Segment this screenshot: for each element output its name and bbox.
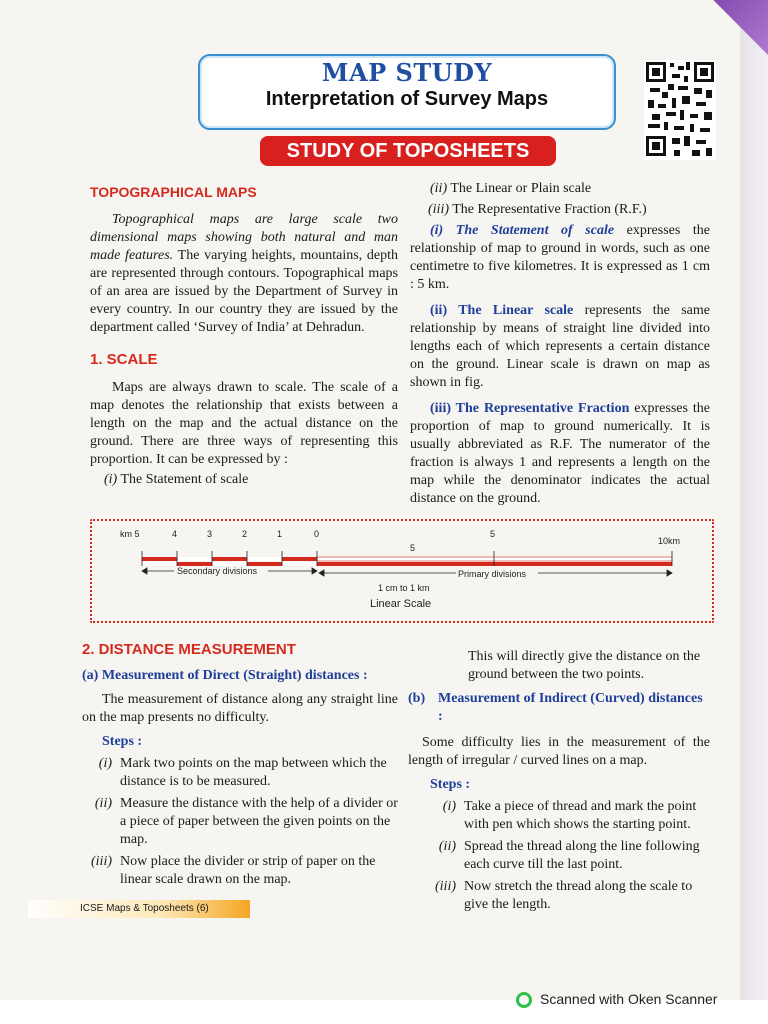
book-footer-tab: ICSE Maps & Toposheets (6) <box>28 900 250 918</box>
secondary-divisions-label: Secondary divisions <box>177 566 258 576</box>
page-subtitle: Interpretation of Survey Maps <box>265 88 549 110</box>
page-title: MAP STUDY <box>321 58 493 87</box>
direct-paragraph: The measurement of distance along any straight line on the map presents no difficulty. <box>82 692 398 725</box>
right-column-top <box>410 180 710 508</box>
step-text: Take a piece of thread and mark the point with pen which shows the starting point. <box>464 799 697 832</box>
distance-right-column <box>408 648 710 918</box>
scale-heading: 1. SCALE <box>90 351 158 368</box>
linear-lead: (ii) The Linear scale <box>430 303 574 318</box>
way-2-text: The Linear or Plain scale <box>450 181 592 196</box>
tick-label-0: 0 <box>314 529 320 539</box>
indirect-step-1 <box>408 798 710 834</box>
tick-label-4: 4 <box>172 529 178 539</box>
direct-steps-list <box>82 755 398 889</box>
linear-text: represents the same relationship by means of straight line divided into lengths each of which represents a certain distance on the ground. Linear scale is drawn on map as shown in fig. <box>410 303 710 390</box>
topo-description: The varying heights, mountains, depth are represented through contours. Topographical maps of an area are issued by the Department of Survey in every country. In our country they are issued by the department called ‘Survey of India’ at Dehradun. <box>90 248 398 335</box>
topo-heading: TOPOGRAPHICAL MAPS <box>90 184 257 200</box>
title-box <box>198 54 616 130</box>
topo-definition: Topographical maps are large scale two dimensional maps showing both natural and man made features. <box>90 212 398 263</box>
indirect-heading: Measurement of Indirect (Curved) distances : <box>438 691 703 724</box>
step-number: (iii) <box>91 854 112 869</box>
primary-divisions-label: Primary divisions <box>458 569 527 579</box>
indirect-step-2 <box>408 838 710 874</box>
distance-left-column <box>82 641 398 893</box>
step-text: Now stretch the thread along the scale to give the length. <box>464 879 693 912</box>
way-1-text: The Statement of scale <box>120 472 249 487</box>
way-1-number: (i) <box>104 472 118 487</box>
rf-text: expresses the proportion of map to ground numerically. It is usually abbreviated as R.F. The numerator of the fraction is always 1 and represents a length on the map while the denominator indicates the actual distance on the ground. <box>410 401 710 506</box>
indirect-paragraph: Some difficulty lies in the measurement of the length of irregular / curved lines on a map. <box>408 735 710 768</box>
statement-paragraph <box>410 222 710 294</box>
direct-step-2 <box>82 795 398 849</box>
topo-paragraph <box>90 211 398 337</box>
direct-steps-label: Steps : <box>102 734 143 749</box>
step-text: Now place the divider or strip of paper on the linear scale drawn on the map. <box>120 854 376 887</box>
qr-code-icon <box>644 60 716 160</box>
statement-text: expresses the relationship of map to ground in words, such as one centimetre to five kilometres. It is expressed as 1 cm : 5 km. <box>410 223 710 292</box>
statement-lead: (i) The Statement of scale <box>430 223 615 238</box>
indirect-step-3 <box>408 878 710 914</box>
scanner-watermark: Scanned with Oken Scanner <box>540 991 718 1007</box>
tick-label-5: 5 <box>490 529 496 539</box>
rf-lead: (iii) The Representative Fraction <box>430 401 630 416</box>
tick-label-1: 1 <box>277 529 283 539</box>
step-number: (i) <box>98 756 112 771</box>
step-text: Measure the distance with the help of a divider or a piece of paper between the given points on the map. <box>120 796 398 847</box>
scale-way-3 <box>410 201 710 219</box>
page-edge <box>740 0 768 1000</box>
indirect-steps-list <box>408 798 710 914</box>
scale-way-2 <box>410 180 710 198</box>
step-number: (i) <box>442 799 456 814</box>
direct-heading: (a) Measurement of Direct (Straight) distances : <box>82 668 368 683</box>
rf-paragraph <box>410 400 710 508</box>
figure-caption: Linear Scale <box>370 598 432 610</box>
indirect-steps-label: Steps : <box>430 777 471 792</box>
scale-way-1 <box>90 471 398 489</box>
tick-label-km5: km 5 <box>120 529 140 539</box>
direct-step-1 <box>82 755 398 791</box>
step-text: Mark two points on the map between which the distance is to be measured. <box>120 756 387 789</box>
step-number: (iii) <box>435 879 456 894</box>
linear-paragraph <box>410 302 710 392</box>
step-number: (ii) <box>438 839 456 854</box>
mid-label-5: 5 <box>410 543 416 553</box>
linear-scale-diagram <box>92 521 712 621</box>
scale-ratio-label: 1 cm to 1 km <box>378 583 430 593</box>
way-2-number: (ii) <box>430 181 448 196</box>
indirect-heading-row <box>408 690 710 726</box>
direct-continuation: This will directly give the distance on the ground between the two points. <box>468 649 701 682</box>
tick-label-2: 2 <box>242 529 248 539</box>
tick-label-10km: 10km <box>658 536 681 546</box>
distance-heading: 2. DISTANCE MEASUREMENT <box>82 641 296 658</box>
section-banner: STUDY OF TOPOSHEETS <box>260 136 556 166</box>
step-text: Spread the thread along the line following each curve till the last point. <box>464 839 700 872</box>
indirect-number: (b) <box>408 691 426 706</box>
direct-step-3 <box>82 853 398 889</box>
way-3-text: The Representative Fraction (R.F.) <box>452 202 647 217</box>
way-3-number: (iii) <box>428 202 449 217</box>
step-number: (ii) <box>94 796 112 811</box>
tick-label-3: 3 <box>207 529 213 539</box>
scale-paragraph: Maps are always drawn to scale. The scale of a map denotes the relationship that exists between a length on the map and the actual distance on the ground. There are three ways of representing this proportion. It can be expressed by : <box>90 380 398 467</box>
left-column-top <box>90 183 398 489</box>
linear-scale-figure <box>90 519 714 623</box>
